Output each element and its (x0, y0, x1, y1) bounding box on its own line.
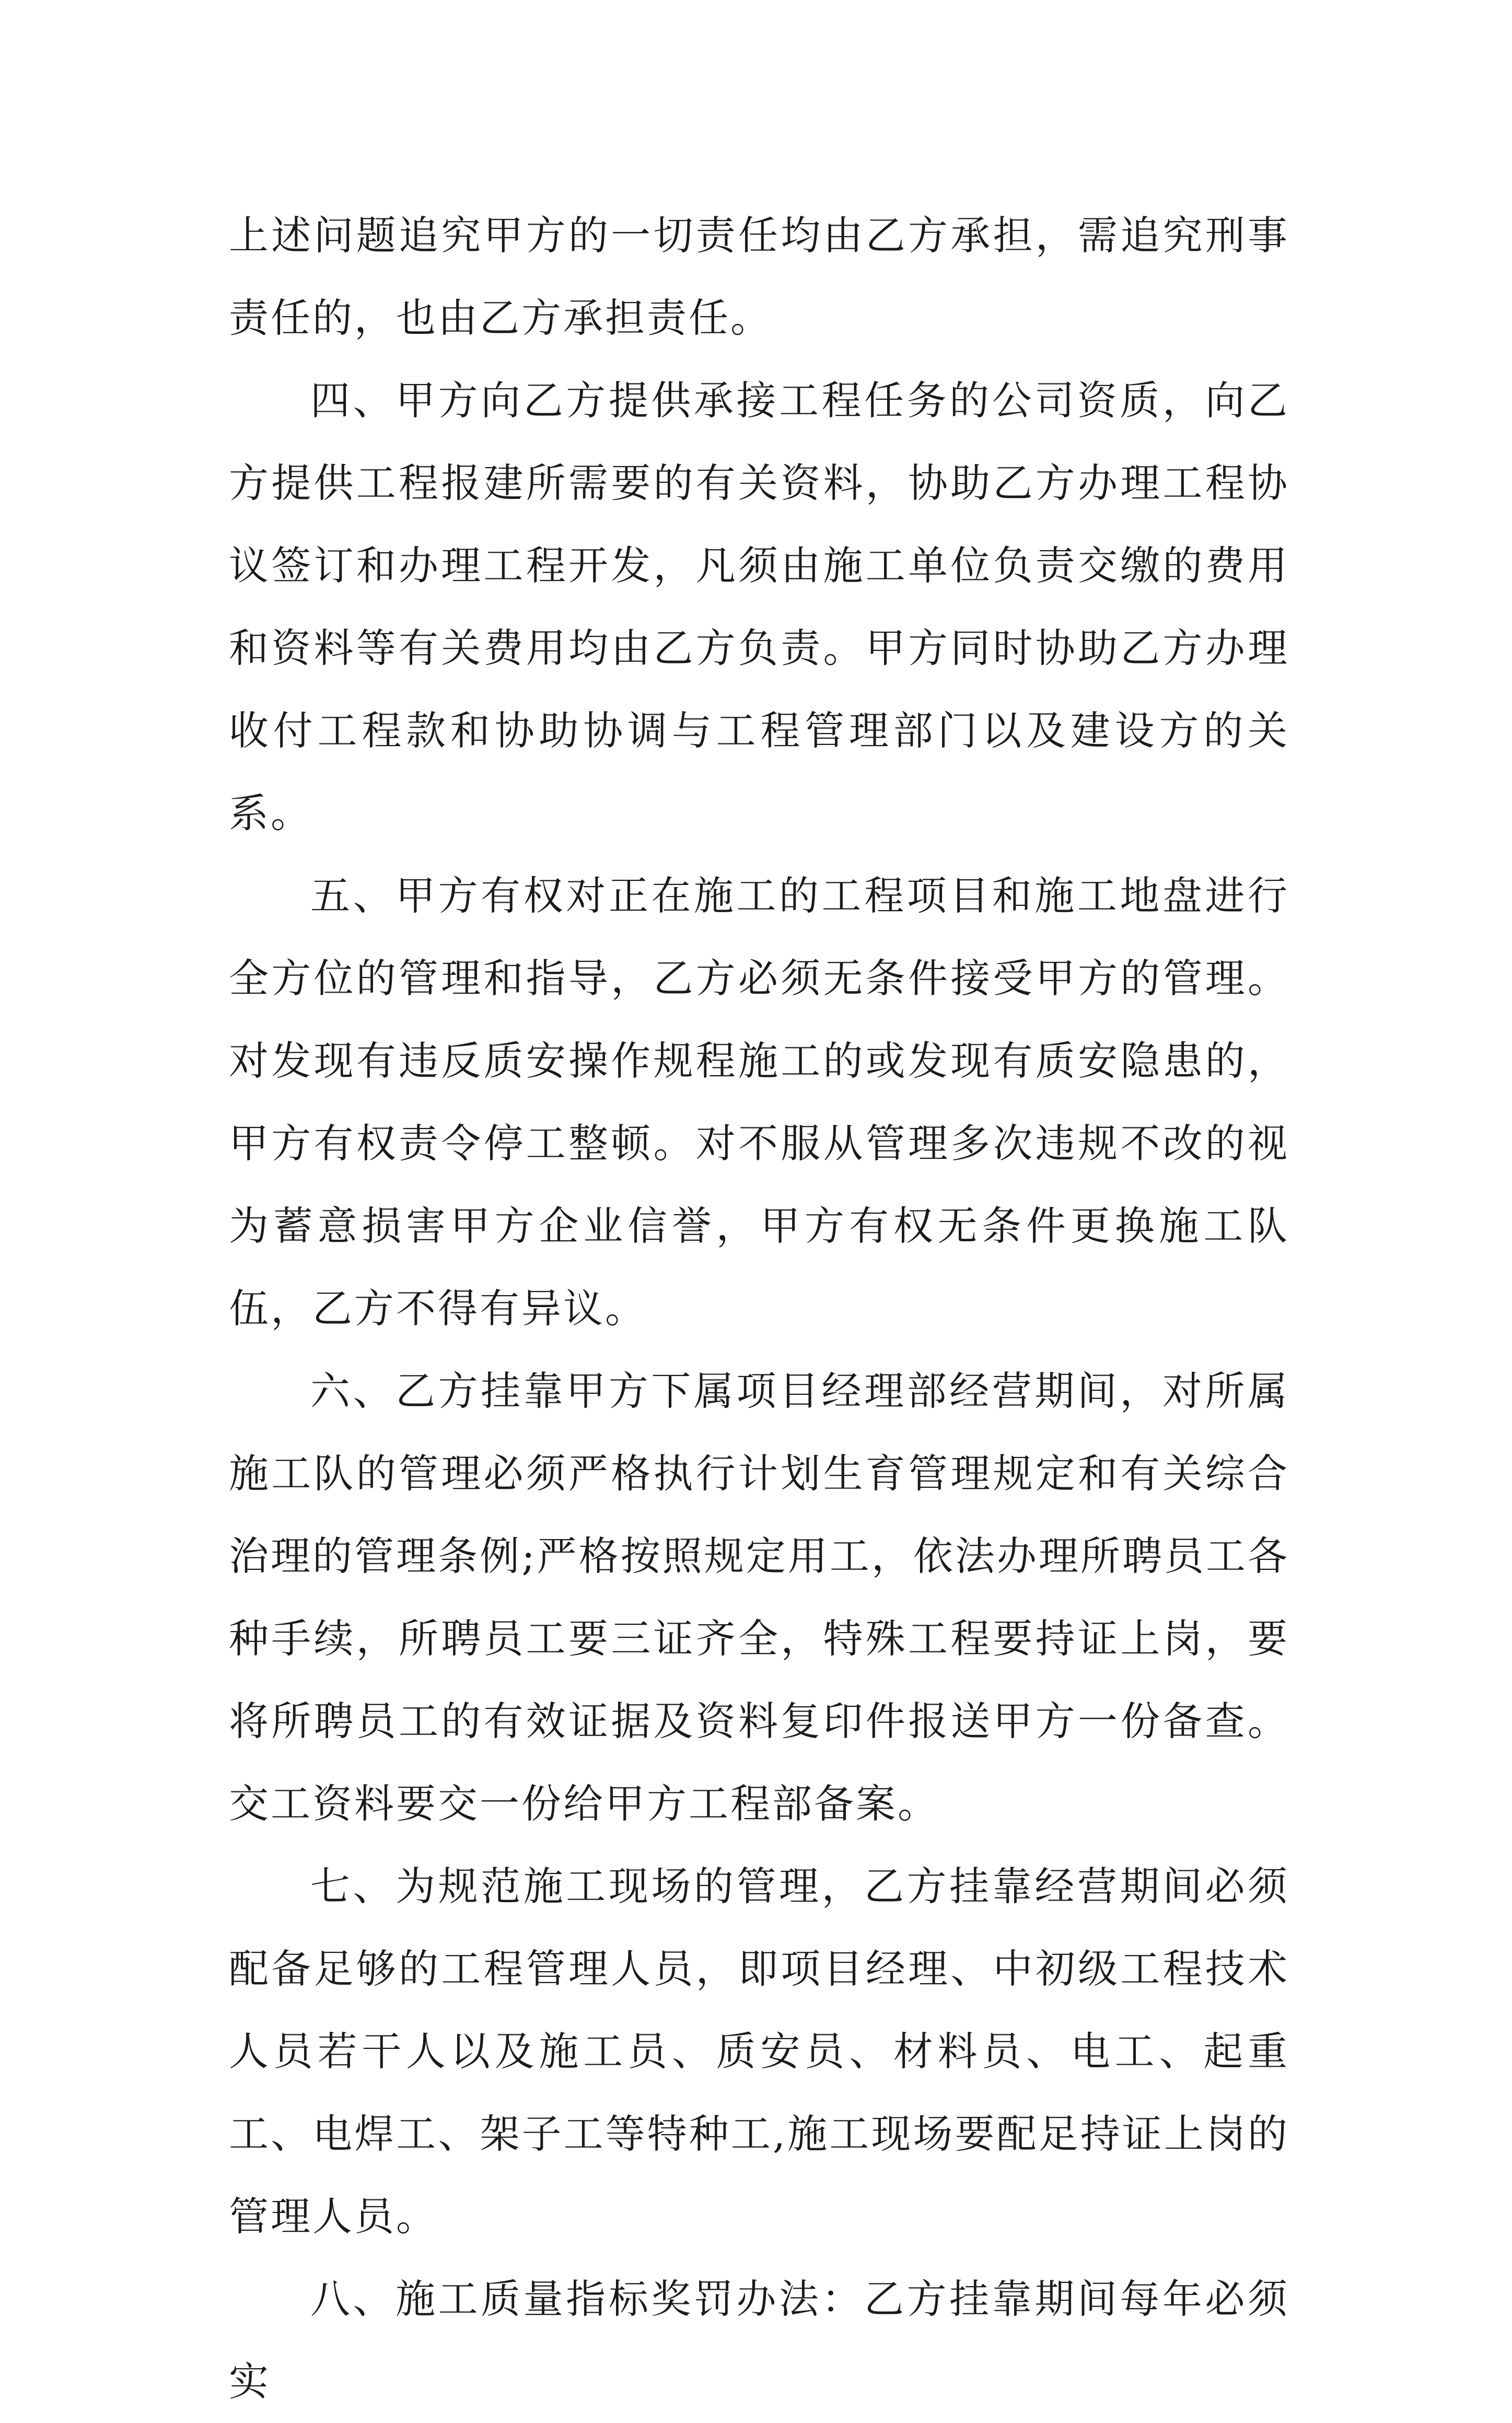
paragraph-clause-8: 八、施工质量指标奖罚办法：乙方挂靠期间每年必须实 (229, 2276, 1289, 2405)
paragraph-clause-7: 七、为规范施工现场的管理，乙方挂靠经营期间必须配备足够的工程管理人员，即项目经理、中初级工程技术人员若干人以及施工员、质安员、材料员、电工、起重工、电焊工、架子工等特种工,施工现场要配足持证上岗的管理人员。 (229, 1863, 1289, 2240)
document-body (229, 194, 1289, 2423)
paragraph-clause-5: 五、甲方有权对正在施工的工程项目和施工地盘进行全方位的管理和指导，乙方必须无条件接受甲方的管理。对发现有违反质安操作规程施工的或发现有质安隐患的，甲方有权责令停工整顿。对不服从管理多次违规不改的视为蓄意损害甲方企业信誉，甲方有权无条件更换施工队伍，乙方不得有异议。 (229, 872, 1289, 1332)
paragraph-clause-4: 四、甲方向乙方提供承接工程任务的公司资质，向乙方提供工程报建所需要的有关资料，协助乙方办理工程协议签订和办理工程开发，凡须由施工单位负责交缴的费用和资料等有关费用均由乙方负责。甲方同时协助乙方办理收付工程款和协助协调与工程管理部门以及建设方的关系。 (229, 377, 1289, 836)
paragraph-continuation: 上述问题追究甲方的一切责任均由乙方承担，需追究刑事责任的，也由乙方承担责任。 (229, 212, 1289, 341)
paragraph-clause-6: 六、乙方挂靠甲方下属项目经理部经营期间，对所属施工队的管理必须严格执行计划生育管理规定和有关综合治理的管理条例;严格按照规定用工，依法办理所聘员工各种手续，所聘员工要三证齐全，特殊工程要持证上岗，要将所聘员工的有效证据及资料复印件报送甲方一份备查。交工资料要交一份给甲方工程部备案。 (229, 1368, 1289, 1827)
